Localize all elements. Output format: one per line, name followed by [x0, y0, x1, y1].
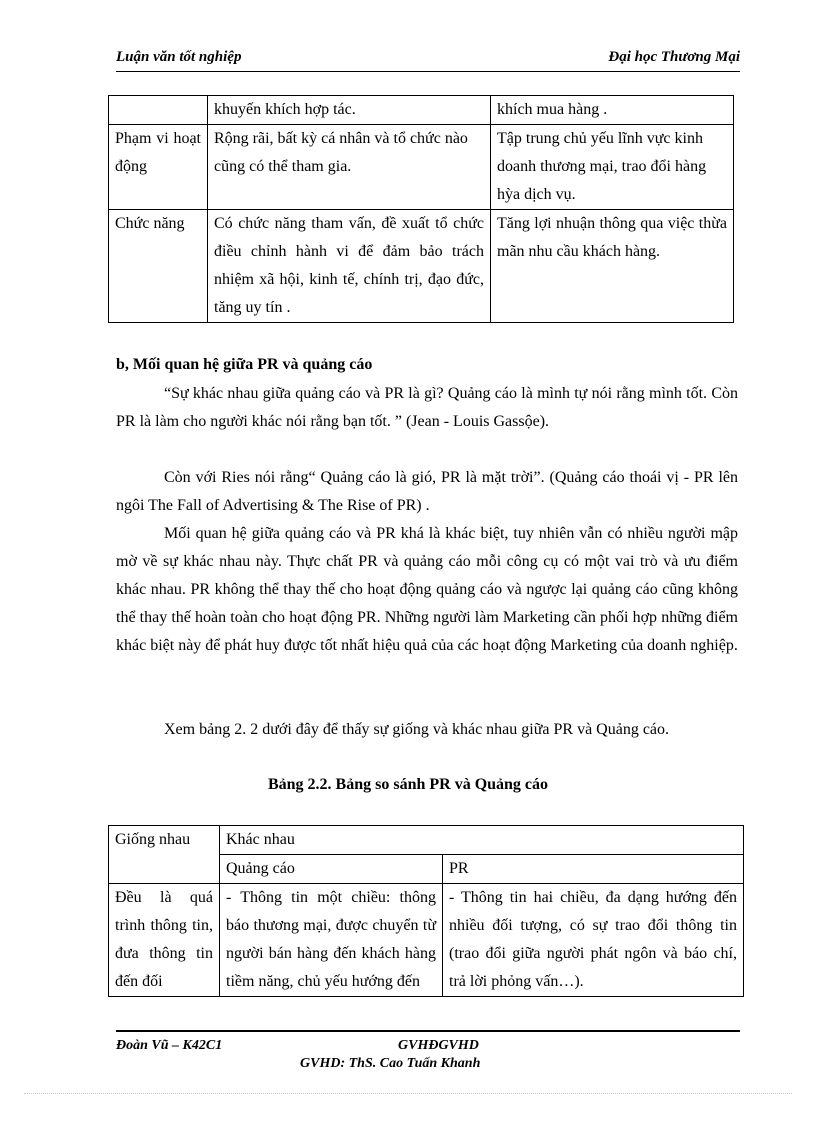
- paragraph-see-table: Xem bảng 2. 2 dưới đây để thấy sự giống và khác nhau giữa PR và Quảng cáo.: [164, 721, 670, 738]
- footer-mid-label: GVHĐGVHD: [398, 1038, 479, 1053]
- header-cell-advertising: Quảng cáo: [220, 855, 443, 884]
- table-cell: Đều là quá trình thông tin, đưa thông tin đến đối: [109, 884, 220, 997]
- paragraph-quote-gassee: “Sự khác nhau giữa quảng cáo và PR là gì? Quảng cáo là mình tự nói rằng mình tốt. Còn PR là làm cho người khác nói rằng bạn tốt. ” (Jean - Louis Gassộe).: [116, 385, 738, 430]
- header-cell-similar: Giống nhau: [109, 826, 220, 884]
- header-university-label: Đại học Thương Mại: [608, 49, 740, 65]
- table-row: [109, 96, 734, 125]
- paragraph-ries: Còn với Ries nói rằng“ Quảng cáo là gió, PR là mặt trời”. (Quảng cáo thoái vị - PR lên ngôi The Fall of Advertising & The Rise of PR) .: [116, 469, 738, 514]
- table-caption: Bảng 2.2. Bảng so sánh PR và Quảng cáo: [267, 776, 549, 793]
- table-row: [109, 884, 744, 997]
- section-title: b, Mối quan hệ giữa PR và quảng cáo: [116, 356, 373, 373]
- table-cell: Phạm vi hoạt động: [109, 125, 208, 210]
- footer-divider: [116, 1030, 740, 1032]
- header-cell-pr: PR: [443, 855, 744, 884]
- table-row: [109, 826, 744, 855]
- table-row: [109, 125, 734, 210]
- table-cell: khích mua hàng .: [491, 96, 734, 125]
- table-cell: - Thông tin một chiều: thông báo thương mại, được chuyển từ người bán hàng đến khách hàng tiềm năng, chủ yếu hướng đến: [220, 884, 443, 997]
- table-cell: [109, 96, 208, 125]
- table-cell: Chức năng: [109, 210, 208, 323]
- header-cell-different: Khác nhau: [220, 826, 744, 855]
- footer-author: Đoàn Vũ – K42C1: [116, 1038, 223, 1053]
- table-cell: khuyến khích hợp tác.: [208, 96, 491, 125]
- table-cell: Tập trung chủ yếu lĩnh vực kinh doanh thương mại, trao đổi hàng hỳa dịch vụ.: [491, 125, 734, 210]
- header-divider: [116, 71, 740, 72]
- comparison-table-continued: [108, 95, 734, 323]
- table-cell: - Thông tin hai chiều, đa dạng hướng đến nhiều đối tượng, có sự trao đổi thông tin (trao đổi giữa người phát ngôn và báo chí, trả lời phỏng vấn…).: [443, 884, 744, 997]
- footer-supervisor: GVHD: ThS. Cao Tuấn Khanh: [300, 1056, 481, 1071]
- table-cell: Tăng lợi nhuận thông qua việc thừa mãn nhu cầu khách hàng.: [491, 210, 734, 323]
- paragraph-relationship: Mối quan hệ giữa quảng cáo và PR khá là khác biệt, tuy nhiên vẫn có nhiều người mập mờ về sự khác nhau này. Thực chất PR và quảng cáo mỗi công cụ có một vai trò và ưu điểm khác nhau. PR không thể thay thế cho hoạt động quảng cáo và ngược lại quảng cáo cũng không thể thay thế hoàn toàn cho hoạt động PR. Những người làm Marketing cần phối hợp những điểm khác biệt này để phát huy được tốt nhất hiệu quả của các hoạt động Marketing của doanh nghiệp.: [116, 525, 738, 654]
- table-row: [109, 210, 734, 323]
- table-cell: Có chức năng tham vấn, đề xuất tổ chức điều chỉnh hành vi để đảm bảo trách nhiệm xã hội, kinh tế, chính trị, đạo đức, tăng uy tín .: [208, 210, 491, 323]
- table-cell: Rộng rãi, bất kỳ cá nhân và tổ chức nào cũng có thể tham gia.: [208, 125, 491, 210]
- page-break-divider: [24, 1093, 792, 1094]
- header-thesis-label: Luận văn tốt nghiệp: [116, 49, 242, 65]
- pr-vs-advertising-table: [108, 825, 744, 997]
